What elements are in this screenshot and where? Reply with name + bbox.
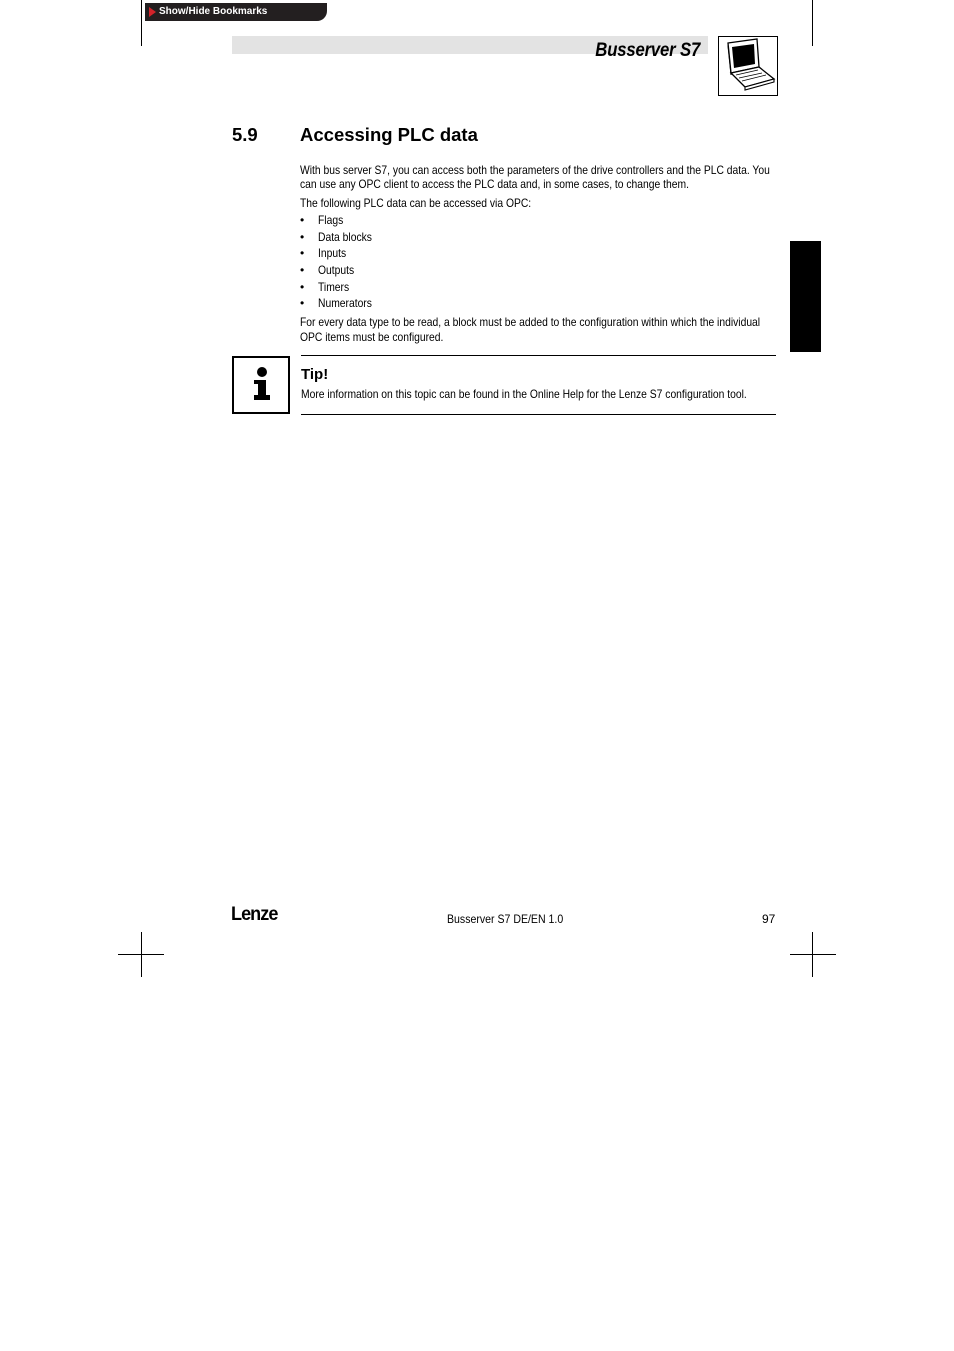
bullet-icon: • <box>300 246 305 260</box>
tip-top-rule <box>301 355 776 356</box>
closing-paragraph-line-1: For every data type to be read, a block must be added to the configuration within which the individual <box>300 315 761 329</box>
bullet-icon: • <box>300 213 305 227</box>
bullet-icon: • <box>300 280 305 294</box>
closing-paragraph-line-2: OPC items must be configured. <box>300 330 444 344</box>
section-number: 5.9 <box>232 124 258 145</box>
footer-document-id: Busserver S7 DE/EN 1.0 <box>447 912 564 926</box>
crop-mark-top-left <box>141 0 142 46</box>
bullet-icon: • <box>300 230 305 244</box>
info-icon <box>232 356 290 414</box>
section-title: Accessing PLC data <box>300 124 478 145</box>
crop-mark-bottom-right-h <box>790 954 836 955</box>
list-intro-text: The following PLC data can be accessed via OPC: <box>300 196 532 210</box>
list-item: Outputs <box>318 263 355 277</box>
tip-bottom-rule <box>301 414 776 415</box>
page-number: 97 <box>762 912 776 926</box>
header-title: Busserver S7 <box>595 40 700 61</box>
list-item: Flags <box>318 213 344 227</box>
tip-text: More information on this topic can be found in the Online Help for the Lenze S7 configuration tool. <box>301 387 747 401</box>
bullet-icon: • <box>300 296 305 310</box>
list-item: Timers <box>318 280 350 294</box>
list-item: Numerators <box>318 296 372 310</box>
intro-paragraph-line-1: With bus server S7, you can access both the parameters of the drive controllers and the PLC data. You <box>300 163 770 177</box>
intro-paragraph-line-2: can use any OPC client to access the PLC data and, in some cases, to change them. <box>300 177 689 191</box>
show-hide-bookmarks-button[interactable] <box>145 3 327 21</box>
lenze-logo: Lenze <box>231 904 278 925</box>
list-item: Inputs <box>318 246 347 260</box>
show-hide-bookmarks-label: Show/Hide Bookmarks <box>159 6 268 17</box>
list-item: Data blocks <box>318 230 372 244</box>
crop-mark-bottom-left-h <box>118 954 164 955</box>
tip-title: Tip! <box>301 366 329 383</box>
crop-mark-top-right <box>812 0 813 46</box>
chapter-side-tab <box>790 241 821 352</box>
laptop-icon <box>718 36 778 96</box>
play-arrow-icon <box>149 7 156 17</box>
bullet-icon: • <box>300 263 305 277</box>
